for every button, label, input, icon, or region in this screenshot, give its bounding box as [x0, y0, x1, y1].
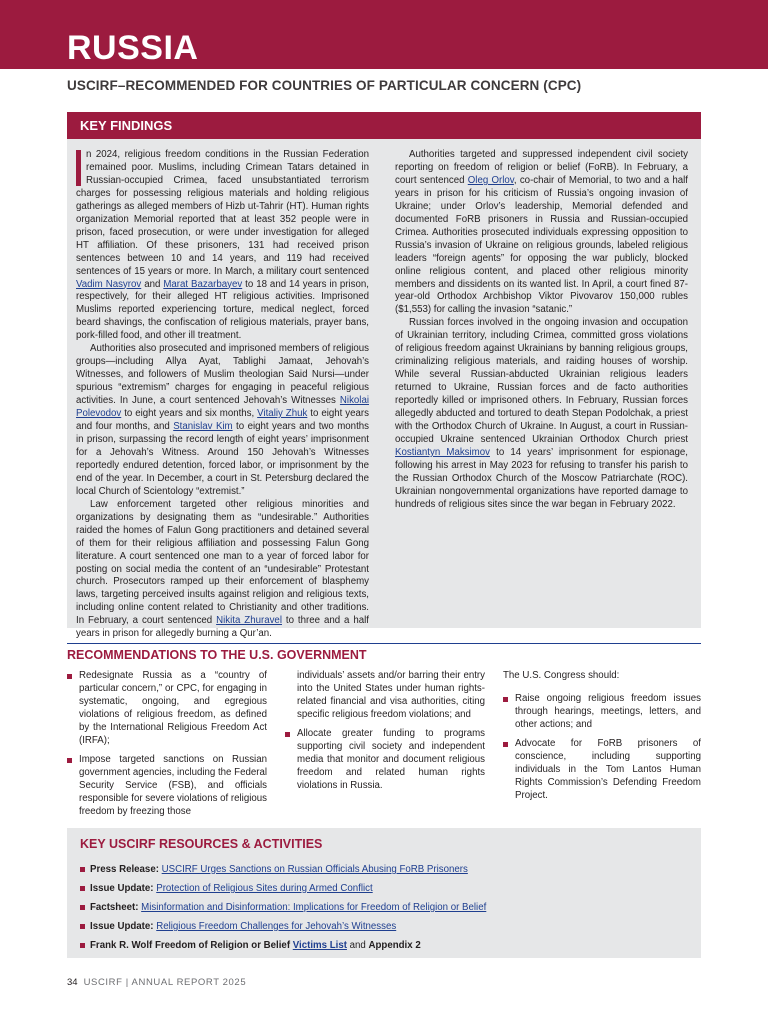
recommendations-heading: RECOMMENDATIONS TO THE U.S. GOVERNMENT: [67, 648, 367, 662]
link-stanislav-kim[interactable]: Stanislav Kim: [173, 421, 233, 433]
link-kostiantyn-maksimov[interactable]: Kostiantyn Maksimov: [395, 446, 490, 458]
recommendation-item: Advocate for FoRB prisoners of conscience, including supporting individuals in the Tom Lantos Human Rights Commission’s Defending Freedom Project.: [503, 738, 701, 803]
key-findings-column-left: [76, 149, 369, 641]
link-nikita-zhuravel[interactable]: Nikita Zhuravel: [216, 615, 282, 627]
congress-intro: The U.S. Congress should:: [503, 670, 620, 681]
section-divider: [67, 643, 701, 644]
bullet-square-icon: [80, 905, 85, 910]
resource-item: Press Release: USCIRF Urges Sanctions on Russian Officials Abusing FoRB Prisoners: [80, 863, 690, 882]
link-nikolai-polevodov[interactable]: Nikolai Polevodov: [76, 395, 369, 420]
resources-panel: [67, 828, 701, 958]
finding-paragraph-3: Law enforcement targeted other religious minorities and organizations by designating them as “undesirable.” Authorities raided the homes of Falun Gong practitioners and detained several of them for their religious affiliation and possessing Falun Gong literature. A court sentenced one man to a year of forced labor for posting on social media the content of an “undesirable” Protestant church. Prosecutors ramped up their enforcement of blasphemy laws, targeting perceived insults against religion and religious texts, including online content related to Christianity and other traditions. In February, a court sentenced Nikita Zhuravel to three and a half years in prison for allegedly burning a Qur’an.: [76, 498, 369, 640]
recommendation-continuation: individuals’ assets and/or barring their entry into the United States under human rights-related financial and visa authorities, citing specific religious freedom violations; and: [297, 670, 485, 720]
bullet-square-icon: [80, 943, 85, 948]
page-number: 34: [67, 977, 78, 988]
resource-item: Issue Update: Protection of Religious Sites during Armed Conflict: [80, 882, 690, 901]
key-findings-column-right: [395, 149, 688, 512]
finding-paragraph-5: Russian forces involved in the ongoing invasion and occupation of Ukrainian territory, including Crimea, committed gross violations of religious freedom against Ukrainians by banning religious groups, criminalizing religious materials, and raiding houses of worship. While several Russian-abducted Ukrainian religious leaders returned to Ukraine, Russian forces and de facto authorities reportedly killed or imprisoned others. In February, Russian forces allegedly abducted and tortured to death Stepan Podolchak, a priest with the Orthodox Church of Ukraine. In August, a court in Russian-occupied Ukraine sentenced Ukrainian Orthodox Church priest Kostiantyn Maksimov to 14 years’ imprisonment for espionage, following his arrest in May 2023 for refusing to transfer his parish to the Russian Orthodox Church of the Moscow Patriarchate (ROC). Ukrainian nongovernmental organizations have reported damage to hundreds of religious sites since the war began in February 2022.: [395, 317, 688, 510]
recommendations-column-1: [67, 670, 267, 824]
resource-link[interactable]: Misinformation and Disinformation: Implications for Freedom of Religion or Belief: [141, 902, 487, 913]
page-title: RUSSIA: [67, 29, 199, 67]
dropcap-bar: [76, 150, 81, 186]
bullet-square-icon: [67, 674, 72, 679]
bullet-square-icon: [80, 924, 85, 929]
bullet-square-icon: [503, 697, 508, 702]
bullet-square-icon: [503, 742, 508, 747]
resources-heading: KEY USCIRF RESOURCES & ACTIVITIES: [80, 837, 323, 851]
victims-list-link[interactable]: Victims List: [292, 940, 347, 951]
title-banner: [0, 0, 768, 69]
resource-link[interactable]: Protection of Religious Sites during Armed Conflict: [156, 883, 373, 894]
finding-paragraph-2: Authorities also prosecuted and imprisoned members of religious groups—including Allya Ayat, Tablighi Jamaat, Jehovah’s Witnesses, and followers of Muslim theologian Said Nursi—under spurious “extremism” charges for engaging in peaceful religious activities. In June, a court sentenced Jehovah’s Witnesses Nikolai Polevodov to eight years and six months, Vitaliy Zhuk to eight years and four months, and Stanislav Kim to eight years and two months in prison, surpassing the record length of eight years’ imprisonment for a Jehovah’s Witness. Around 150 Jehovah’s Witnesses reportedly endured detention, forced labor, or imprisonment by the end of the year. In December, a court in St. Petersburg declared the local Church of Scientology “extremist.”: [76, 343, 369, 497]
bullet-square-icon: [80, 886, 85, 891]
bullet-square-icon: [67, 758, 72, 763]
link-vadim-nasyrov[interactable]: Vadim Nasyrov: [76, 278, 142, 290]
finding-paragraph-4: Authorities targeted and suppressed independent civil society reporting on freedom of religion or belief (FoRB). In February, a court sentenced Oleg Orlov, co-chair of Memorial, to two and a half years in prison for his criticism of Russia’s ongoing invasion of Ukraine; under Orlov’s leadership, Memorial defended and documented FoRB prisoners in Russia and Russian-occupied Crimea. Authorities prosecuted individuals expressing opposition to Russia’s invasion of Ukraine on religious grounds, labeled religious leaders “foreign agents” for opposing the war publicly, blocked online religious content, and placed other religious minority members and dissidents on its wanted list. In April, a court fined 87-year-old Orthodox Archbishop Viktor Pivovarov 150,000 rubles ($1,553) for calling the invasion “satanic.”: [395, 149, 688, 316]
resource-item: Frank R. Wolf Freedom of Religion or Belief Victims List and Appendix 2: [80, 939, 690, 958]
recommendations-column-3: [503, 670, 701, 809]
resource-item: Factsheet: Misinformation and Disinformation: Implications for Freedom of Religion or Belief: [80, 901, 690, 920]
appendix-2-label: Appendix 2: [368, 940, 421, 951]
bullet-square-icon: [80, 867, 85, 872]
finding-paragraph-1: n 2024, religious freedom conditions in the Russian Federation remained poor. Muslims, including Crimean Tatars detained in Russian-occupied Crimea, faced unsubstantiated terrorism charges for possessing religious materials and holding religious gatherings as alleged members of Hizb ut-Tahrir (HT). Human rights organization Memorial reported that at least 352 people were in prison, faced prosecution, or were under investigation for alleged HT affiliation. Of these prisoners, 131 had received prison sentences between 10 and 14 years, and 119 had received sentences of 15 years or more. In March, a military court sentenced Vadim Nasyrov and Marat Bazarbayev to 18 and 14 years in prison, respectively, for their alleged HT religious activities. Imprisoned Muslims reported experiencing torture, medical neglect, forced beard shavings, the confiscation of religious materials, prayer bans, pork-filled food, and other ill treatment.: [76, 149, 369, 342]
bullet-square-icon: [285, 732, 290, 737]
key-findings-panel: [67, 112, 701, 640]
link-oleg-orlov[interactable]: Oleg Orlov: [467, 174, 514, 186]
recommendation-item: Redesignate Russia as a “country of particular concern,” or CPC, for engaging in systematic, ongoing, and egregious violations of religious freedom, as defined by the International Religious Freedom Act (IRFA);: [67, 670, 267, 748]
recommendation-item: Raise ongoing religious freedom issues through hearings, meetings, letters, and other actions; and: [503, 693, 701, 732]
page-footer: [67, 977, 246, 988]
recommendation-item: Allocate greater funding to programs supporting civil society and independent media that monitor and document religious freedom and related human rights violations in Russia.: [285, 728, 485, 793]
recommendation-item: Impose targeted sanctions on Russian government agencies, including the Federal Security Service (FSB), and officials responsible for severe violations of religious freedom by freezing those: [67, 754, 267, 819]
recommendations-column-2: [285, 670, 485, 799]
key-findings-heading: KEY FINDINGS: [67, 112, 701, 139]
cpc-subtitle: USCIRF–RECOMMENDED FOR COUNTRIES OF PARTICULAR CONCERN (CPC): [67, 78, 582, 93]
footer-text: USCIRF | ANNUAL REPORT 2025: [83, 977, 247, 988]
resource-link[interactable]: USCIRF Urges Sanctions on Russian Officials Abusing FoRB Prisoners: [161, 864, 468, 875]
resource-item: Issue Update: Religious Freedom Challenges for Jehovah’s Witnesses: [80, 920, 690, 939]
link-vitaliy-zhuk[interactable]: Vitaliy Zhuk: [257, 408, 308, 420]
resource-link[interactable]: Religious Freedom Challenges for Jehovah’s Witnesses: [156, 921, 397, 932]
resources-list: [80, 863, 690, 958]
link-marat-bazarbayev[interactable]: Marat Bazarbayev: [163, 278, 243, 290]
